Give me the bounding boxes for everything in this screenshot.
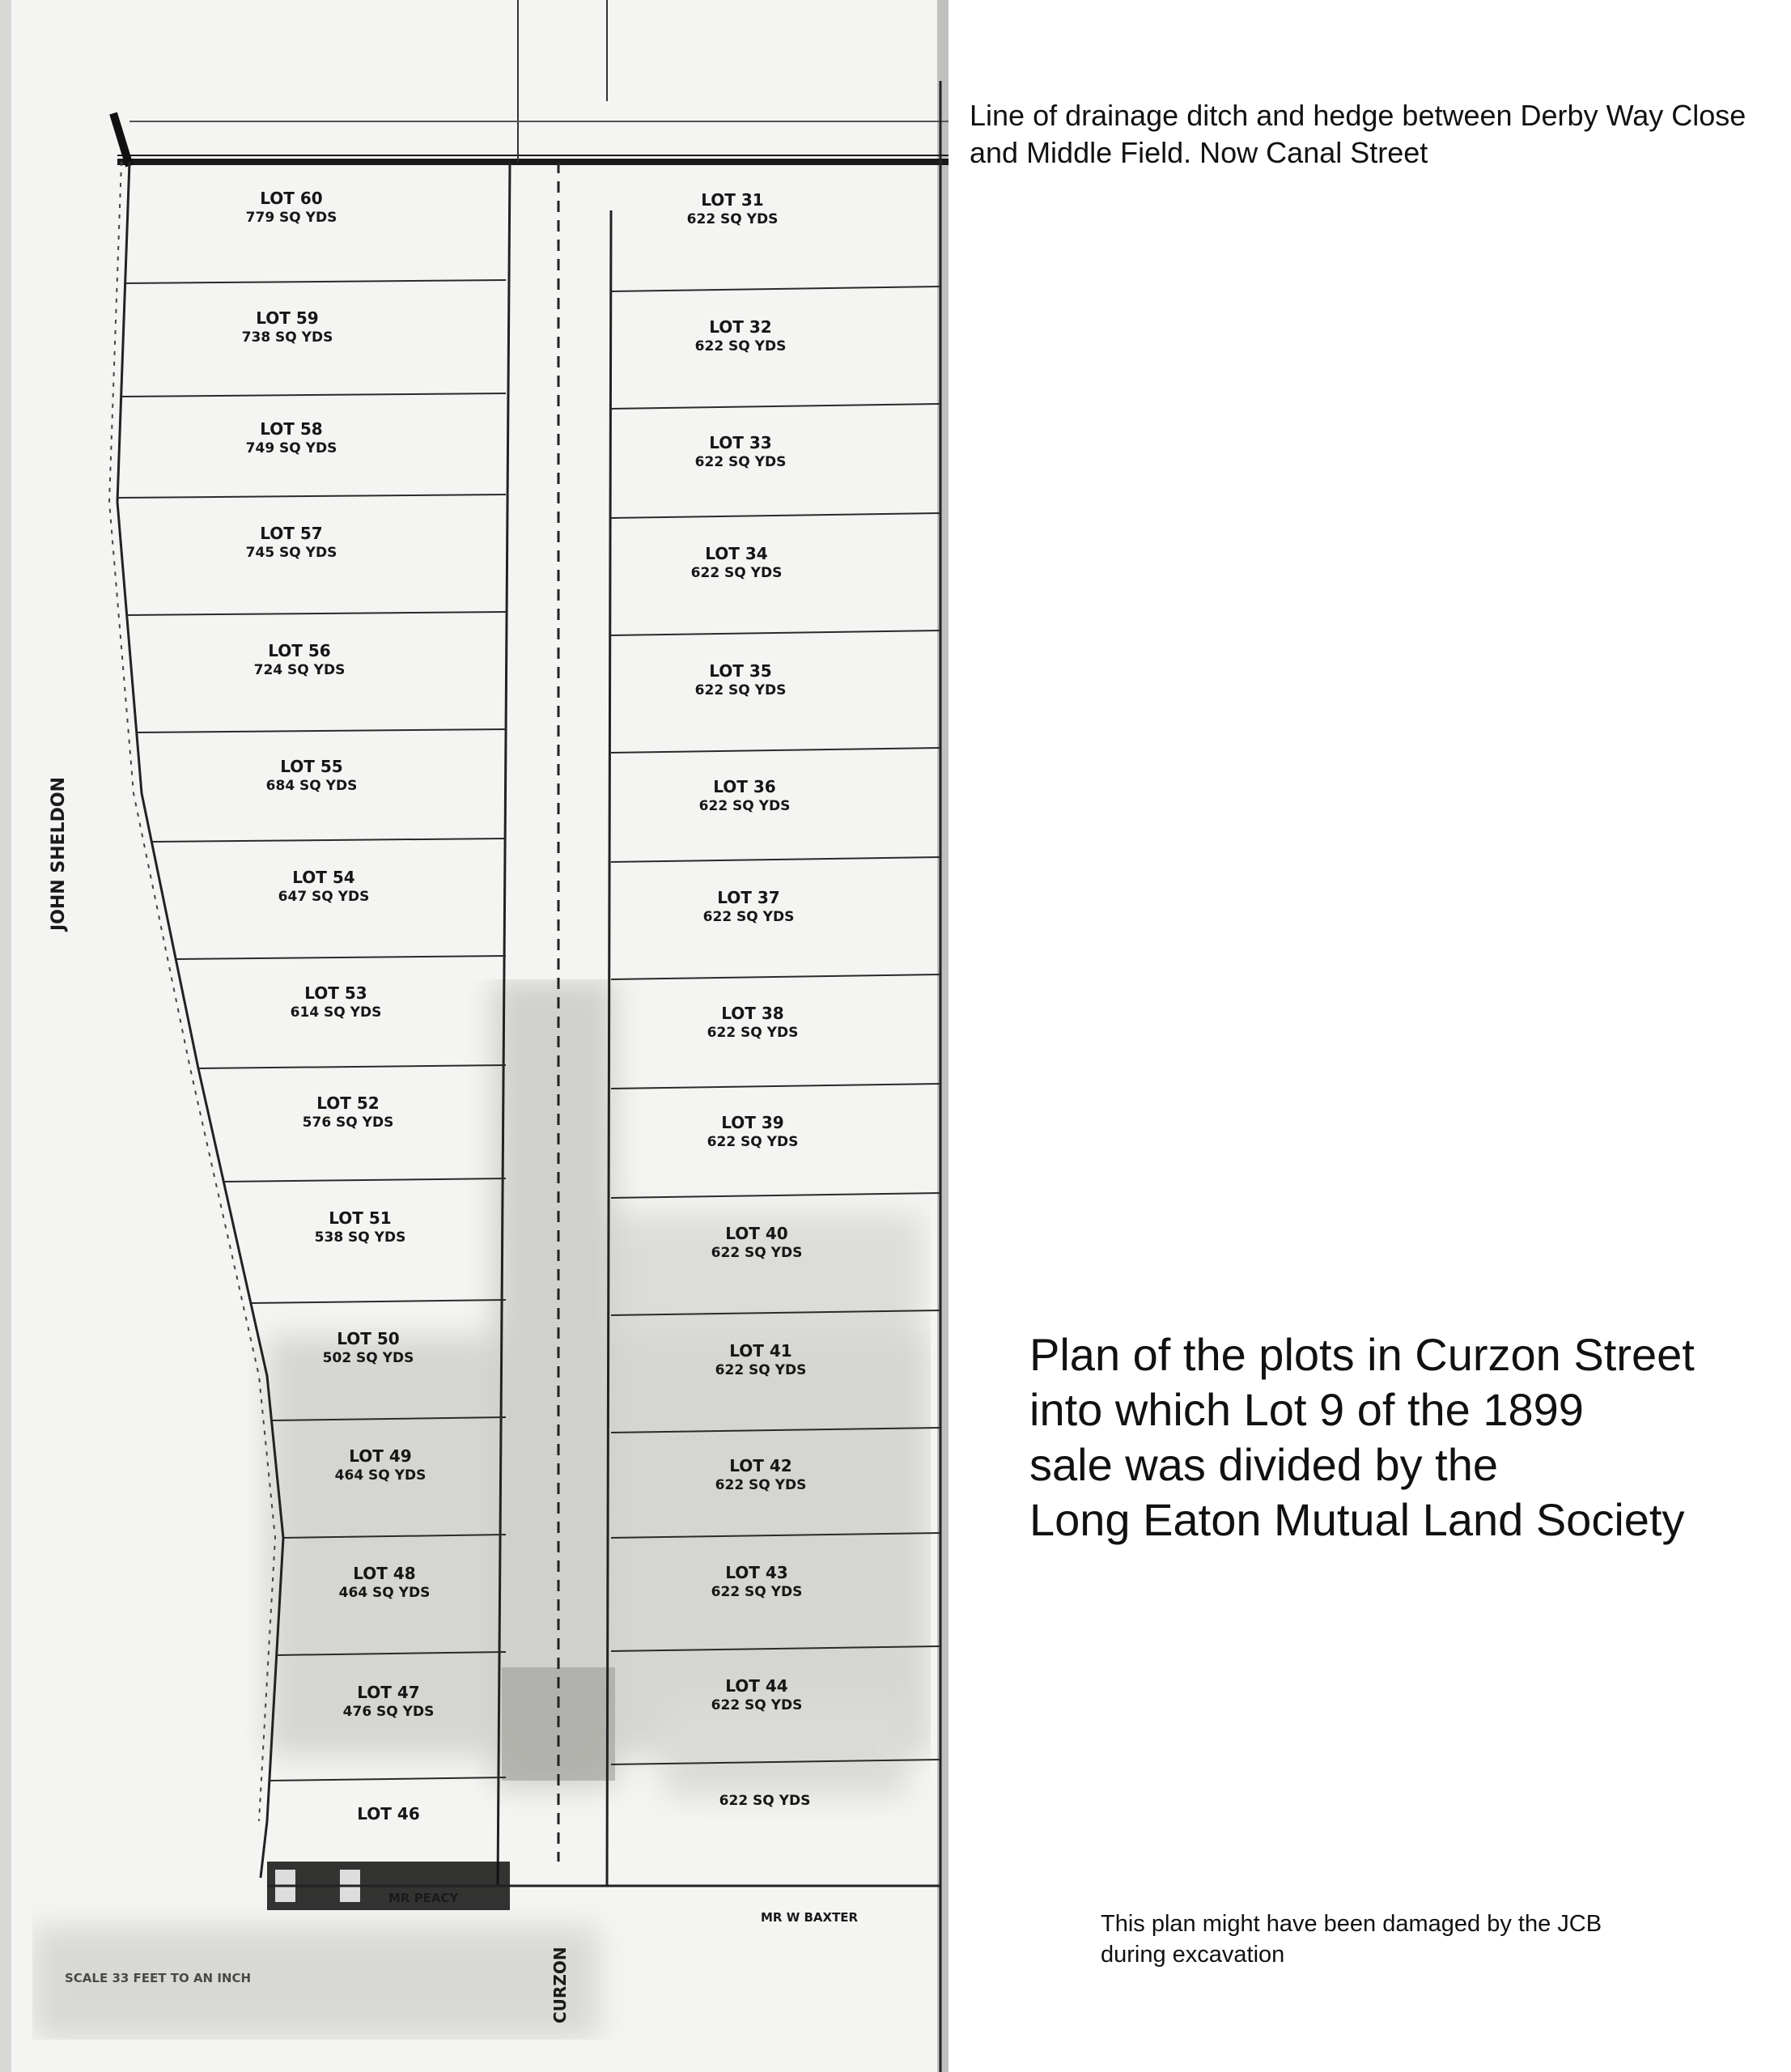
right-lot-divider bbox=[611, 287, 940, 291]
right-lot-divider bbox=[611, 1193, 940, 1198]
lot-label: LOT 50 bbox=[337, 1329, 400, 1348]
lot-label: LOT 51 bbox=[329, 1208, 392, 1228]
lot-area: 464 SQ YDS bbox=[334, 1467, 427, 1484]
lot-area: 622 SQ YDS bbox=[694, 682, 787, 698]
right-lot-8 bbox=[707, 1113, 799, 1152]
lot-label: LOT 46 bbox=[357, 1804, 420, 1824]
lot-area: 622 SQ YDS bbox=[686, 211, 779, 227]
right-lot-divider bbox=[611, 404, 940, 409]
damage-note-line-2: during excavation bbox=[1101, 1942, 1285, 1968]
lot-label: LOT 44 bbox=[725, 1676, 788, 1696]
lot-label: LOT 49 bbox=[349, 1446, 412, 1466]
lot-area: 614 SQ YDS bbox=[290, 1004, 382, 1021]
lot-label: LOT 48 bbox=[353, 1564, 416, 1583]
right-lot-10 bbox=[715, 1341, 807, 1380]
right-lot-divider bbox=[611, 748, 940, 753]
caption-line-4: Long Eaton Mutual Land Society bbox=[1029, 1494, 1685, 1545]
west-boundary-dots bbox=[109, 162, 275, 1821]
lot-label: LOT 54 bbox=[292, 868, 355, 887]
john-sheldon-label: JOHN SHELDON bbox=[49, 776, 69, 931]
left-lot-divider bbox=[127, 612, 506, 615]
right-lot-divider bbox=[611, 974, 940, 979]
lot-area: 684 SQ YDS bbox=[265, 778, 358, 794]
lot-area: 647 SQ YDS bbox=[278, 889, 370, 905]
left-lot-0 bbox=[246, 189, 337, 227]
lot-label: LOT 52 bbox=[316, 1093, 380, 1113]
right-lot-5 bbox=[699, 777, 791, 816]
right-lot-9 bbox=[711, 1224, 803, 1263]
lot-area: 538 SQ YDS bbox=[314, 1229, 406, 1246]
lot-label: LOT 42 bbox=[729, 1456, 792, 1475]
lot-label: LOT 39 bbox=[721, 1113, 784, 1132]
lot-area: 622 SQ YDS bbox=[711, 1584, 803, 1600]
scale-label: SCALE 33 FEET TO AN INCH bbox=[65, 1971, 252, 1985]
left-lot-divider bbox=[198, 1065, 506, 1068]
damage-note-line-1: This plan might have been damaged by the JCB bbox=[1101, 1911, 1602, 1937]
lot-area: 464 SQ YDS bbox=[338, 1585, 431, 1601]
left-lot-divider bbox=[269, 1777, 506, 1781]
lot-area: 502 SQ YDS bbox=[322, 1350, 414, 1366]
lot-area: 724 SQ YDS bbox=[253, 662, 346, 678]
lot-label: LOT 40 bbox=[725, 1224, 788, 1243]
right-lot-13 bbox=[711, 1676, 803, 1715]
left-lot-1 bbox=[242, 308, 333, 347]
lot-area: 622 SQ YDS bbox=[711, 1245, 803, 1261]
left-lot-divider bbox=[117, 495, 506, 498]
lot-area: 622 SQ YDS bbox=[702, 909, 795, 925]
left-lot-3 bbox=[246, 524, 337, 563]
lot-area: 622 SQ YDS bbox=[694, 454, 787, 470]
caption-line-3: sale was divided by the bbox=[1029, 1439, 1499, 1490]
right-lot-1 bbox=[695, 317, 787, 356]
main-caption bbox=[1029, 1327, 1758, 1548]
lot-label: LOT 43 bbox=[725, 1563, 788, 1582]
lot-label: LOT 31 bbox=[701, 190, 764, 210]
left-lot-8 bbox=[303, 1093, 394, 1132]
curzon-road-label: CURZON bbox=[550, 1947, 570, 2023]
left-lot-divider bbox=[176, 956, 506, 959]
lot-area: 622 SQ YDS bbox=[707, 1134, 799, 1150]
right-lot-6 bbox=[703, 888, 795, 927]
right-lot-7 bbox=[707, 1004, 799, 1042]
left-lot-4 bbox=[254, 641, 346, 680]
left-lot-13 bbox=[343, 1683, 435, 1722]
left-lot-divider bbox=[251, 1300, 506, 1303]
lot-label: LOT 59 bbox=[256, 308, 319, 328]
lot-area: 476 SQ YDS bbox=[342, 1704, 435, 1720]
left-lot-divider bbox=[137, 729, 506, 732]
lot-label: LOT 38 bbox=[721, 1004, 784, 1023]
scan-edge-right bbox=[937, 0, 949, 2072]
caption-line-2: into which Lot 9 of the 1899 bbox=[1029, 1384, 1584, 1435]
lot-area: 745 SQ YDS bbox=[245, 545, 337, 561]
lot-label: LOT 35 bbox=[709, 661, 772, 681]
lot-area: 622 SQ YDS bbox=[694, 338, 787, 355]
lot-area: 749 SQ YDS bbox=[245, 440, 337, 456]
lot-label: LOT 37 bbox=[717, 888, 780, 907]
left-lot-11 bbox=[335, 1446, 427, 1485]
left-lot-divider bbox=[223, 1178, 506, 1182]
left-lot-12 bbox=[339, 1564, 431, 1603]
left-lot-7 bbox=[291, 983, 382, 1022]
lot-label: LOT 41 bbox=[729, 1341, 792, 1361]
caption-line-1: Plan of the plots in Curzon Street bbox=[1029, 1329, 1695, 1380]
ditch-end-mark bbox=[113, 113, 129, 166]
lot-area: 622 SQ YDS bbox=[711, 1697, 803, 1713]
right-lot-11 bbox=[715, 1456, 807, 1495]
lot-label: LOT 47 bbox=[357, 1683, 420, 1702]
right-lot-14 bbox=[719, 1791, 811, 1811]
lot-area: 622 SQ YDS bbox=[707, 1025, 799, 1041]
lot-area: 622 SQ YDS bbox=[715, 1362, 807, 1378]
right-lot-3 bbox=[691, 544, 783, 583]
drainage-note: Line of drainage ditch and hedge between Derby Way Close and Middle Field. Now Canal Street bbox=[970, 99, 1746, 169]
lot-area: 576 SQ YDS bbox=[302, 1115, 394, 1131]
lot-area: 738 SQ YDS bbox=[241, 329, 333, 346]
lot-area: 622 SQ YDS bbox=[719, 1793, 811, 1809]
right-lot-divider bbox=[611, 513, 940, 518]
left-lot-14 bbox=[357, 1804, 419, 1824]
right-lot-divider bbox=[611, 1084, 940, 1089]
left-lot-divider bbox=[121, 393, 506, 397]
lot-label: LOT 58 bbox=[260, 419, 323, 439]
lot-label: LOT 60 bbox=[260, 189, 323, 208]
lot-label: LOT 32 bbox=[709, 317, 772, 337]
damage-note bbox=[1101, 1909, 1748, 1970]
left-lot-9 bbox=[315, 1208, 406, 1247]
lot-area: 622 SQ YDS bbox=[698, 798, 791, 814]
lot-label: LOT 34 bbox=[705, 544, 768, 563]
mr-baxter-label: MR W BAXTER bbox=[761, 1910, 859, 1925]
left-lot-6 bbox=[278, 868, 370, 906]
lot-label: LOT 53 bbox=[304, 983, 367, 1003]
left-lot-divider bbox=[125, 280, 506, 283]
left-lot-2 bbox=[246, 419, 337, 458]
right-lot-12 bbox=[711, 1563, 803, 1602]
lot-label: LOT 33 bbox=[709, 433, 772, 452]
mr-peacy-label: MR PEACY bbox=[388, 1891, 459, 1905]
right-lot-divider bbox=[611, 857, 940, 862]
left-lot-5 bbox=[266, 757, 358, 796]
right-lot-0 bbox=[687, 190, 779, 229]
lot-area: 779 SQ YDS bbox=[245, 210, 337, 226]
lot-label: LOT 55 bbox=[280, 757, 343, 776]
right-lot-divider bbox=[611, 631, 940, 635]
lot-label: LOT 56 bbox=[268, 641, 331, 660]
lot-label: LOT 36 bbox=[713, 777, 776, 796]
lot-area: 622 SQ YDS bbox=[690, 565, 783, 581]
lot-label: LOT 57 bbox=[260, 524, 323, 543]
lot-area: 622 SQ YDS bbox=[715, 1477, 807, 1493]
scan-edge bbox=[0, 0, 11, 2072]
right-lot-2 bbox=[695, 433, 787, 472]
left-lot-10 bbox=[323, 1329, 414, 1368]
left-lot-divider bbox=[151, 839, 506, 842]
right-lot-4 bbox=[695, 661, 787, 700]
